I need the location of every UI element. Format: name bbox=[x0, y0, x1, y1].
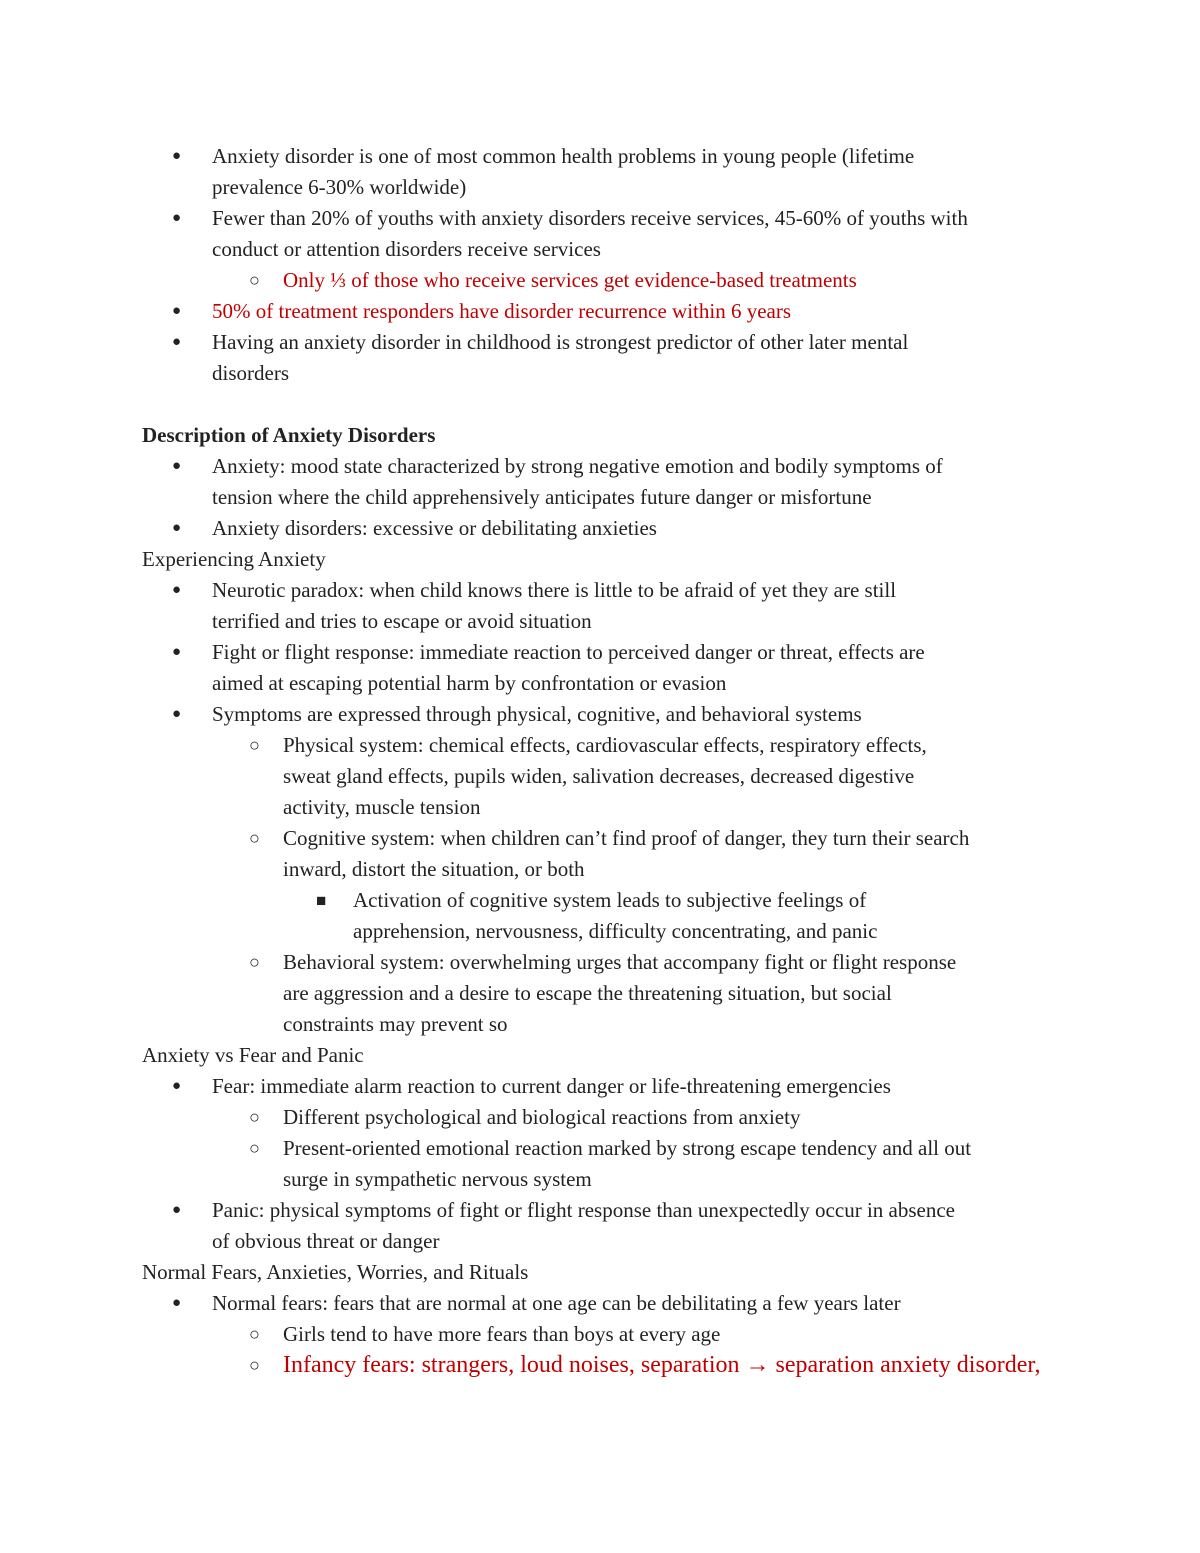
bullet-icon: ● bbox=[172, 706, 182, 722]
list-item: ○ Behavioral system: overwhelming urges that accompany fight or flight response bbox=[142, 947, 1062, 978]
list-item: ● Fewer than 20% of youths with anxiety disorders receive services, 45-60% of youths with bbox=[142, 203, 1062, 234]
list-item: ● Anxiety disorders: excessive or debilitating anxieties bbox=[142, 513, 1062, 544]
circle-bullet-icon: ○ bbox=[249, 270, 260, 290]
list-item-continuation: inward, distort the situation, or both bbox=[283, 857, 585, 881]
list-item: ● Panic: physical symptoms of fight or flight response than unexpectedly occur in absence bbox=[142, 1195, 1062, 1226]
circle-bullet-icon: ○ bbox=[249, 735, 260, 755]
list-item-continuation: conduct or attention disorders receive services bbox=[212, 237, 601, 261]
bullet-icon: ● bbox=[172, 1202, 182, 1218]
bullet-icon: ● bbox=[172, 303, 182, 319]
list-item: ○ Physical system: chemical effects, cardiovascular effects, respiratory effects, bbox=[142, 730, 1062, 761]
bullet-icon: ● bbox=[172, 1295, 182, 1311]
list-item: ○ Cognitive system: when children can’t find proof of danger, they turn their search bbox=[142, 823, 1062, 854]
list-item: ● Fight or flight response: immediate reaction to perceived danger or threat, effects are bbox=[142, 637, 1062, 668]
list-item: ● Neurotic paradox: when child knows there is little to be afraid of yet they are still bbox=[142, 575, 1062, 606]
bullet-icon: ● bbox=[172, 148, 182, 164]
section-heading: Description of Anxiety Disorders bbox=[142, 423, 436, 447]
list-item-continuation: disorders bbox=[212, 361, 289, 385]
bullet-icon: ● bbox=[172, 334, 182, 350]
circle-bullet-icon: ○ bbox=[249, 1355, 260, 1375]
subsection-heading: Anxiety vs Fear and Panic bbox=[142, 1043, 364, 1067]
list-item: ○ Girls tend to have more fears than boys at every age bbox=[142, 1319, 1062, 1350]
spacer bbox=[142, 389, 1062, 420]
list-item-continuation: of obvious threat or danger bbox=[212, 1229, 440, 1253]
circle-bullet-icon: ○ bbox=[249, 952, 260, 972]
list-item: ● Having an anxiety disorder in childhood is strongest predictor of other later mental bbox=[142, 327, 1062, 358]
list-item: ● Anxiety: mood state characterized by strong negative emotion and bodily symptoms of bbox=[142, 451, 1062, 482]
list-item: ○ Present-oriented emotional reaction marked by strong escape tendency and all out bbox=[142, 1133, 1062, 1164]
list-item-continuation: terrified and tries to escape or avoid situation bbox=[212, 609, 592, 633]
list-item-continuation: prevalence 6-30% worldwide) bbox=[212, 175, 467, 199]
list-item: ● Normal fears: fears that are normal at one age can be debilitating a few years later bbox=[142, 1288, 1062, 1319]
list-item: ● Symptoms are expressed through physical, cognitive, and behavioral systems bbox=[142, 699, 1062, 730]
bullet-icon: ● bbox=[172, 210, 182, 226]
list-item-highlighted: ● 50% of treatment responders have disorder recurrence within 6 years bbox=[142, 296, 1062, 327]
circle-bullet-icon: ○ bbox=[249, 1107, 260, 1127]
square-bullet-icon: ■ bbox=[316, 891, 327, 910]
list-item-continuation: aimed at escaping potential harm by confrontation or evasion bbox=[212, 671, 727, 695]
bullet-icon: ● bbox=[172, 582, 182, 598]
list-item-continuation: activity, muscle tension bbox=[283, 795, 481, 819]
list-item: ○ Different psychological and biological reactions from anxiety bbox=[142, 1102, 1062, 1133]
list-item: ● Anxiety disorder is one of most common health problems in young people (lifetime bbox=[142, 141, 1062, 172]
list-item-continuation: are aggression and a desire to escape the threatening situation, but social bbox=[283, 981, 892, 1005]
list-item-highlighted: ○ Only ⅓ of those who receive services get evidence-based treatments bbox=[142, 265, 1062, 296]
bullet-icon: ● bbox=[172, 458, 182, 474]
circle-bullet-icon: ○ bbox=[249, 1324, 260, 1344]
list-item: ● Fear: immediate alarm reaction to current danger or life-threatening emergencies bbox=[142, 1071, 1062, 1102]
document-body bbox=[142, 141, 1062, 1381]
bullet-icon: ● bbox=[172, 644, 182, 660]
list-item-highlighted: ○ Infancy fears: strangers, loud noises, separation → separation anxiety disorder, bbox=[142, 1350, 1062, 1381]
bullet-icon: ● bbox=[172, 1078, 182, 1094]
subsection-heading: Experiencing Anxiety bbox=[142, 547, 326, 571]
list-item-continuation: apprehension, nervousness, difficulty concentrating, and panic bbox=[353, 919, 878, 943]
bullet-icon: ● bbox=[172, 520, 182, 536]
list-item-continuation: tension where the child apprehensively anticipates future danger or misfortune bbox=[212, 485, 872, 509]
circle-bullet-icon: ○ bbox=[249, 828, 260, 848]
list-item-continuation: sweat gland effects, pupils widen, salivation decreases, decreased digestive bbox=[283, 764, 915, 788]
list-item-continuation: surge in sympathetic nervous system bbox=[283, 1167, 592, 1191]
subsection-heading: Normal Fears, Anxieties, Worries, and Rituals bbox=[142, 1260, 529, 1284]
circle-bullet-icon: ○ bbox=[249, 1138, 260, 1158]
list-item-continuation: constraints may prevent so bbox=[283, 1012, 508, 1036]
list-item: ■ Activation of cognitive system leads to subjective feelings of bbox=[142, 885, 1062, 916]
